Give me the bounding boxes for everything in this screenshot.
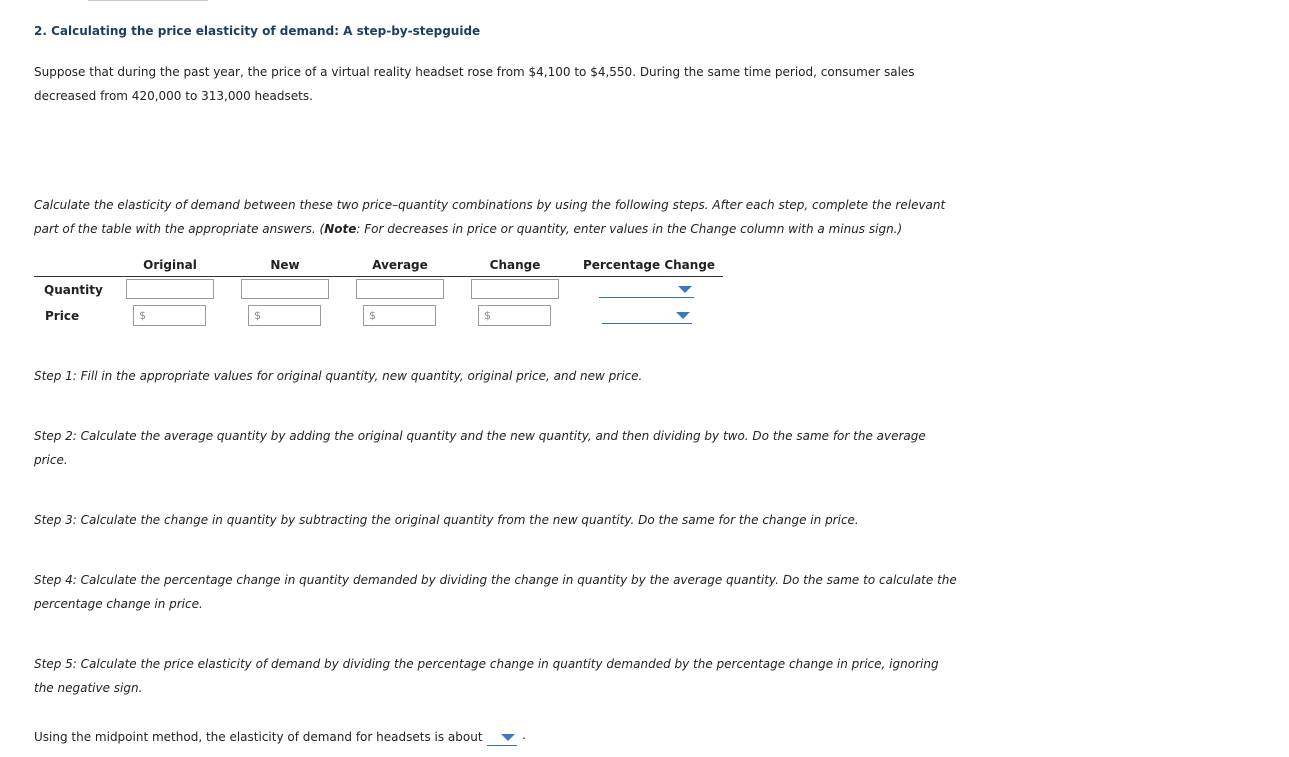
price-average-field[interactable] [363, 305, 436, 326]
chevron-down-icon [501, 734, 515, 741]
header-change: Change [489, 258, 541, 272]
quantity-average-input[interactable] [356, 279, 444, 299]
step-1: Step 1: Fill in the appropriate values for original quantity, new quantity, original price, and new price. [34, 369, 643, 383]
chevron-down-icon [676, 312, 690, 319]
price-original-input[interactable] [147, 307, 207, 324]
intro-paragraph: Suppose that during the past year, the price of a virtual reality headset rose from $4,100 to $4,550. During the same time period, consumer sales decreased from 420,000 to 313,000 headsets. [34, 65, 915, 103]
step-5: Step 5: Calculate the price elasticity of demand by dividing the percentage change in quantity demanded by the percentage change in price, ignoring the negative sign. [34, 657, 939, 695]
header-new: New [270, 258, 300, 272]
dollar-prefix: $ [484, 309, 491, 322]
quantity-new-input[interactable] [241, 279, 329, 299]
step-4: Step 4: Calculate the percentage change in quantity demanded by dividing the change in quantity by the average quantity. Do the same to calculate the percentage change in price. [34, 573, 957, 611]
price-average-input[interactable] [377, 307, 437, 324]
quantity-original-input[interactable] [126, 279, 214, 299]
page-title: 2. Calculating the price elasticity of demand: A step-by-stepguide [34, 24, 481, 38]
note-label: Note [324, 222, 357, 236]
dollar-prefix: $ [139, 309, 146, 322]
price-change-input[interactable] [492, 307, 552, 324]
quantity-change-input[interactable] [471, 279, 559, 299]
row-label-price: Price [45, 309, 80, 323]
header-average: Average [372, 258, 428, 272]
chevron-down-icon [678, 286, 692, 293]
header-percentage-change: Percentage Change [582, 258, 716, 272]
price-change-field[interactable] [478, 305, 551, 326]
step-2: Step 2: Calculate the average quantity by adding the original quantity and the new quantity, and then dividing by two. Do the same for the average price. [34, 429, 926, 467]
price-original-field[interactable] [133, 305, 206, 326]
top-divider [88, 0, 208, 1]
conclusion-text: Using the midpoint method, the elasticity of demand for headsets is about [34, 730, 483, 744]
instructions-text-before: Calculate the elasticity of demand between these two price–quantity combinations by using the following steps. After each step, complete the relevant part of the table with the appropriate answers. ( [34, 198, 946, 236]
quantity-percentage-change-dropdown[interactable] [599, 283, 694, 298]
instructions-paragraph [34, 193, 959, 241]
row-label-quantity: Quantity [44, 283, 103, 297]
conclusion-period: . [522, 728, 526, 742]
price-percentage-change-dropdown[interactable] [602, 309, 692, 324]
table-header-rule [34, 276, 723, 277]
dollar-prefix: $ [369, 309, 376, 322]
elasticity-answer-dropdown[interactable] [487, 731, 517, 746]
instructions-text-after: : For decreases in price or quantity, enter values in the Change column with a minus sign.) [356, 222, 903, 236]
header-original: Original [143, 258, 197, 272]
price-new-input[interactable] [262, 307, 322, 324]
dollar-prefix: $ [254, 309, 261, 322]
step-3: Step 3: Calculate the change in quantity by subtracting the original quantity from the new quantity. Do the same for the change in price. [34, 513, 859, 527]
price-new-field[interactable] [248, 305, 321, 326]
